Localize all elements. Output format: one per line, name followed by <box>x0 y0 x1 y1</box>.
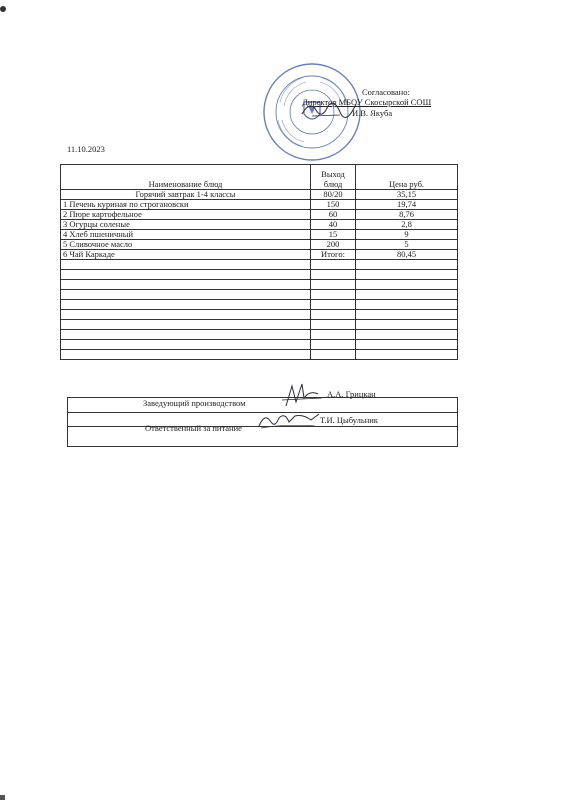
approval-signature-name: И.В. Якуба <box>352 108 393 118</box>
table-row <box>61 200 458 210</box>
empty-row <box>61 280 458 290</box>
scan-mark <box>0 6 6 12</box>
empty-row <box>61 330 458 340</box>
table-cell: 2,8 <box>356 220 458 230</box>
empty-row <box>61 300 458 310</box>
table-cell: 40 <box>311 220 356 230</box>
director-signature <box>300 96 360 120</box>
table-row <box>61 220 458 230</box>
responsible-name: Т.И. Цыбульник <box>320 415 378 425</box>
dish-name: 3 Огурцы соленые <box>61 220 311 230</box>
table-cell: 200 <box>311 240 356 250</box>
header-price: Цена руб. <box>356 165 458 190</box>
approval-director: Директор МБОУ Скосырской СОШ <box>302 97 432 107</box>
table-cell: 150 <box>311 200 356 210</box>
approval-agreed: Согласовано: <box>362 87 410 97</box>
dish-name: 5 Сливочное масло <box>61 240 311 250</box>
manager-label: Заведующий производством <box>143 398 246 408</box>
empty-row <box>61 270 458 280</box>
table-cell: 8,76 <box>356 210 458 220</box>
empty-row <box>61 260 458 270</box>
responsible-signature <box>255 410 321 432</box>
table-cell: 15 <box>311 230 356 240</box>
table-cell: 60 <box>311 210 356 220</box>
table-row <box>61 240 458 250</box>
dish-name: 4 Хлеб пшеничный <box>61 230 311 240</box>
header-name: Наименование блюд <box>61 165 311 190</box>
table-cell: 9 <box>356 230 458 240</box>
table-cell: 35,15 <box>356 190 458 200</box>
table-row <box>61 210 458 220</box>
manager-signature <box>278 380 324 410</box>
menu-table <box>60 164 458 360</box>
table-cell: 19,74 <box>356 200 458 210</box>
empty-row <box>61 320 458 330</box>
table-cell: 5 <box>356 240 458 250</box>
empty-row <box>61 340 458 350</box>
table-row <box>61 230 458 240</box>
manager-name: А.А. Грицкан <box>327 389 376 399</box>
section-row <box>61 190 458 200</box>
responsible-label: Ответственный за питание <box>145 423 242 433</box>
dish-name: 1 Печень куриная по строгановски <box>61 200 311 210</box>
total-label: Итого: <box>311 250 356 260</box>
document-date: 11.10.2023 <box>67 144 105 154</box>
section-title: Горячий завтрак 1-4 классы <box>61 190 311 200</box>
table-header-row <box>61 165 458 190</box>
empty-row <box>61 290 458 300</box>
header-yield: Выход блюд <box>311 165 356 190</box>
empty-row <box>61 350 458 360</box>
empty-row <box>61 310 458 320</box>
dish-name: 6 Чай Каркаде <box>61 250 311 260</box>
table-row <box>61 250 458 260</box>
dish-name: 2 Пюре картофельное <box>61 210 311 220</box>
scan-mark <box>0 795 5 800</box>
total-value: 80,45 <box>356 250 458 260</box>
table-cell: 80/20 <box>311 190 356 200</box>
